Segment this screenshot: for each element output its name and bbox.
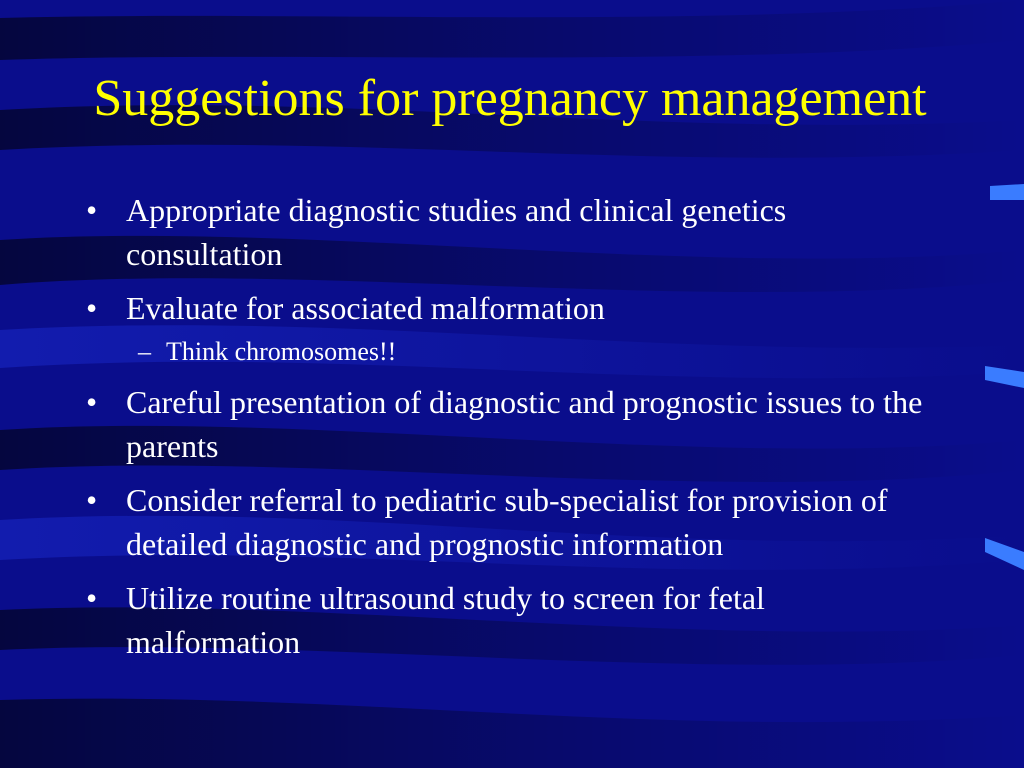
bullet-text: Evaluate for associated malformation bbox=[126, 290, 605, 326]
sub-bullet-marker: – bbox=[138, 337, 151, 366]
bullet-item bbox=[86, 478, 946, 566]
bullet-marker: • bbox=[86, 290, 98, 326]
bullet-item bbox=[86, 380, 946, 468]
bullet-list bbox=[86, 188, 946, 664]
bullet-text: Appropriate diagnostic studies and clinical genetics consultation bbox=[126, 192, 787, 272]
bullet-marker: • bbox=[86, 580, 98, 616]
bullet-text: Consider referral to pediatric sub-specialist for provision of detailed diagnostic and prognostic information bbox=[126, 482, 888, 562]
bullet-item bbox=[86, 576, 946, 664]
bullet-marker: • bbox=[86, 192, 98, 228]
sub-bullet-text: Think chromosomes!! bbox=[166, 337, 397, 366]
slide-title: Suggestions for pregnancy management bbox=[93, 70, 927, 127]
slide-body bbox=[86, 188, 946, 674]
bullet-text: Careful presentation of diagnostic and prognostic issues to the parents bbox=[126, 384, 923, 464]
bullet-item bbox=[86, 286, 946, 370]
bullet-marker: • bbox=[86, 384, 98, 420]
sub-bullet-list bbox=[126, 334, 946, 370]
sub-bullet-item bbox=[138, 334, 946, 370]
accent-stripe bbox=[990, 184, 1024, 200]
bullet-item bbox=[86, 188, 946, 276]
bullet-marker: • bbox=[86, 482, 98, 518]
bullet-text: Utilize routine ultrasound study to screen for fetal malformation bbox=[126, 580, 765, 660]
